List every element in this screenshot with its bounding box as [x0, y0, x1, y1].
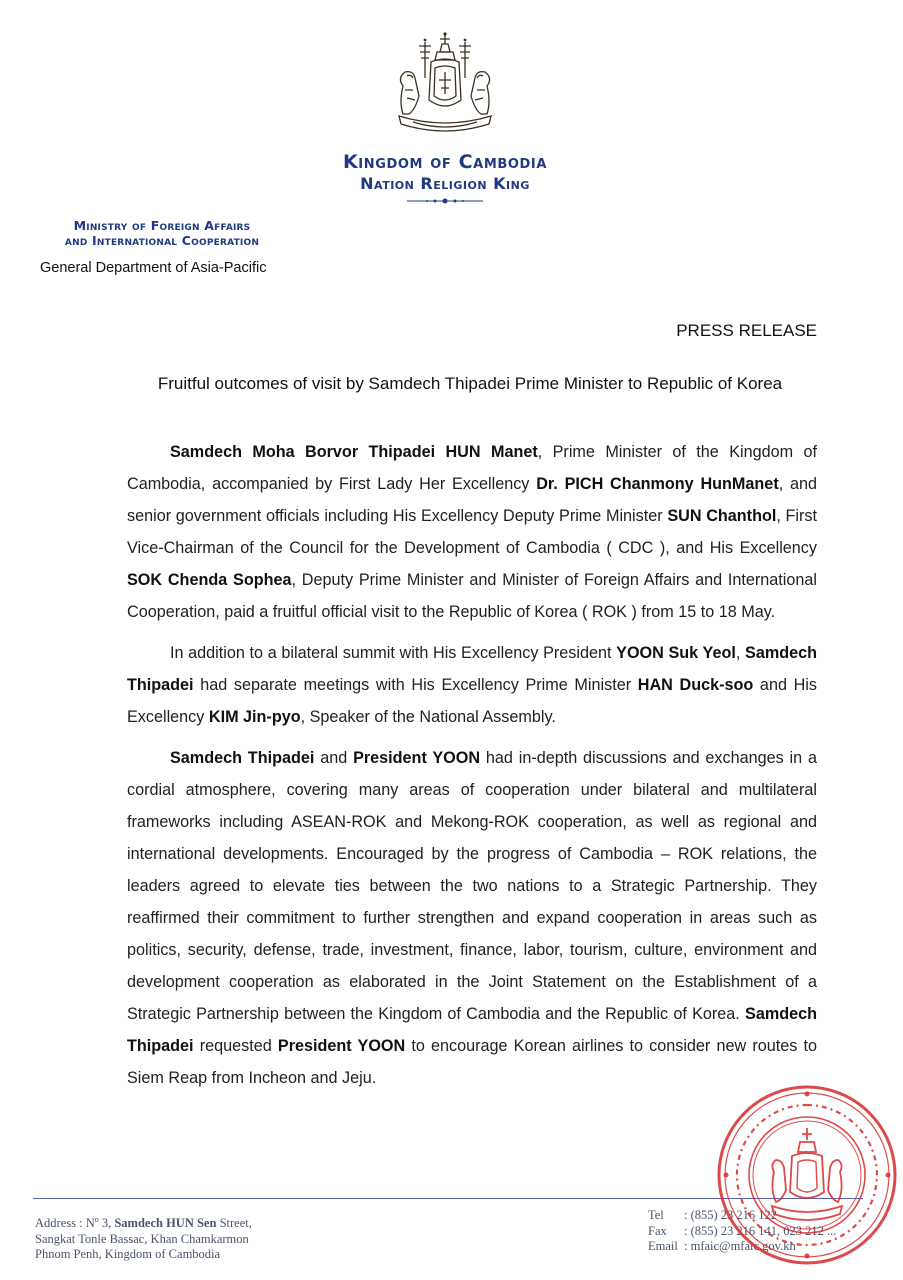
footer-address: [35, 1212, 365, 1263]
department-name: General Department of Asia-Pacific: [40, 260, 267, 276]
bold-name: Samdech Moha Borvor Thipadei HUN Manet: [170, 443, 538, 461]
tel-label: Tel: [648, 1208, 664, 1222]
press-release-label: PRESS RELEASE: [676, 321, 817, 340]
address-line-2: Sangkat Tonle Bassac, Khan Chamkarmon: [35, 1231, 249, 1246]
ornament-divider-icon: [405, 196, 485, 206]
body-text-run: , Prime Minister of the Kingdom of Cambodia, accompanied by First Lady Her Excellency: [127, 443, 817, 493]
official-seal-icon: [712, 1080, 902, 1270]
kingdom-title: Kingdom of Cambodia: [342, 151, 548, 173]
bold-name: President YOON: [277, 1037, 406, 1055]
email-label: Email: [648, 1239, 678, 1253]
national-motto: Nation Religion King: [360, 174, 530, 193]
address-label: Address : N: [35, 1216, 95, 1231]
bold-name: Samdech Thipadei: [170, 749, 315, 767]
press-release-body: [127, 436, 817, 1103]
body-text-run: had in-depth discussions and exchanges in a cordial atmosphere, covering many areas of cooperation under bilateral and multilateral frameworks including ASEAN-ROK and Mekong-ROK cooperation, as well as regional and international developments. Encouraged by the progress of Cambodia – ROK relations, the leaders agreed to elevate ties between the two nations to a Strategic Partnership. They reaffirmed their commitment to further strengthen and expand cooperation in areas such as politics, security, defense, trade, investment, finance, labor, tourism, culture, environment and development cooperation as elaborated in the Joint Statement on the Establishment of a Strategic Partnership between the Kingdom of Cambodia and the Republic of Korea.: [127, 749, 817, 1023]
body-text-run: and His Excellency: [127, 676, 817, 726]
bold-name: HAN Duck-soo: [637, 676, 754, 694]
address-street-suffix: Street,: [216, 1216, 252, 1231]
body-text-run: ,: [735, 644, 746, 662]
fax-label: Fax: [648, 1223, 667, 1238]
bold-name: Samdech Thipadei: [127, 644, 818, 694]
address-line-1: [35, 1212, 365, 1232]
bold-name: SUN Chanthol: [667, 507, 777, 525]
body-text-run: to encourage Korean airlines to consider new routes to Siem Reap from Incheon and Jeju.: [127, 1037, 817, 1087]
body-text-run: In addition to a bilateral summit with His Excellency President: [170, 644, 617, 662]
tel-value: : (855) 23 216 122: [684, 1208, 778, 1222]
body-paragraph: [127, 742, 817, 1094]
body-paragraph: [127, 436, 817, 628]
body-text-run: , Speaker of the National Assembly.: [300, 708, 556, 726]
bold-name: President YOON: [353, 749, 481, 767]
bold-name: Dr. PICH Chanmony HunManet: [536, 475, 779, 493]
royal-emblem-icon: [385, 30, 505, 142]
body-text-run: requested: [193, 1037, 278, 1055]
address-number: 3,: [98, 1216, 115, 1231]
ministry-line-1: Ministry of Foreign Affairs: [73, 218, 251, 233]
address-street-name: Samdech HUN Sen: [114, 1216, 217, 1231]
body-text-run: , and senior government officials including His Excellency Deputy Prime Minister: [127, 475, 817, 525]
ministry-name: [32, 218, 292, 248]
bold-name: YOON Suk Yeol: [616, 644, 736, 662]
email-value[interactable]: : mfaic@mfaic.gov.kh: [684, 1239, 796, 1253]
address-sup: o: [94, 1215, 99, 1224]
fax-value: : (855) 23 216 141, 023 212 ...: [684, 1223, 837, 1238]
body-paragraph: [127, 637, 817, 733]
ministry-line-2: and International Cooperation: [64, 233, 260, 248]
body-text-run: and: [314, 749, 354, 767]
bold-name: SOK Chenda Sophea: [127, 571, 292, 589]
bold-name: Samdech Thipadei: [127, 1005, 817, 1055]
bold-name: KIM Jin-pyo: [208, 708, 301, 726]
body-text-run: had separate meetings with His Excellency Prime Minister: [193, 676, 638, 694]
press-release-headline: Fruitful outcomes of visit by Samdech Thipadei Prime Minister to Republic of Korea: [157, 374, 783, 393]
address-line-3: Phnom Penh, Kingdom of Cambodia: [35, 1247, 221, 1262]
body-text-run: , Deputy Prime Minister and Minister of Foreign Affairs and International Cooperation, paid a fruitful official visit to the Republic of Korea ( ROK ) from 15 to 18 May.: [127, 571, 818, 621]
body-text-run: , First Vice-Chairman of the Council for the Development of Cambodia ( CDC ), and His Excellency: [127, 507, 817, 557]
